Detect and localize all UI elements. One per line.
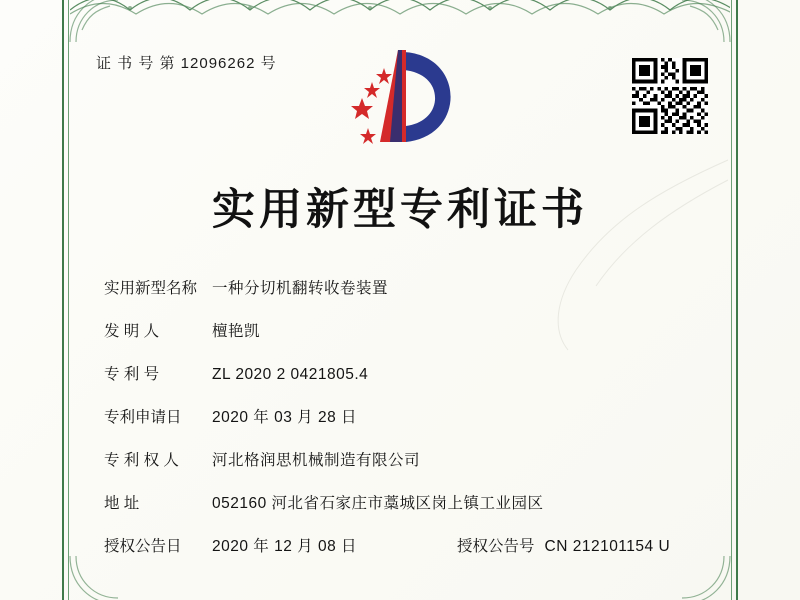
certificate-number: 证 书 号 第 12096262 号 xyxy=(96,55,277,72)
corner-ornament-bottom-left xyxy=(66,552,122,600)
field-value-address: 052160 河北省石家庄市藁城区岗上镇工业园区 xyxy=(212,495,544,512)
corner-ornament-top-left xyxy=(66,0,122,46)
field-label-patent-number: 专 利 号 xyxy=(104,366,160,383)
field-label-patentee: 专 利 权 人 xyxy=(104,452,179,469)
field-label-inventor: 发 明 人 xyxy=(104,323,160,340)
corner-ornament-top-right xyxy=(678,0,734,46)
patent-office-logo xyxy=(342,46,462,156)
corner-ornament-bottom-right xyxy=(678,552,734,600)
field-value-inventor: 檀艳凯 xyxy=(212,323,261,340)
field-value-grant-date: 2020 年 12 月 08 日 xyxy=(212,538,357,555)
field-address xyxy=(104,491,704,513)
certificate-fields xyxy=(104,276,704,556)
field-patent-number xyxy=(104,362,704,384)
field-value-patentee: 河北格润思机械制造有限公司 xyxy=(212,452,421,469)
field-grant-row xyxy=(104,534,704,556)
field-value-grant-number: CN 212101154 U xyxy=(544,538,671,555)
field-application-date xyxy=(104,405,704,427)
top-ornament-band xyxy=(70,0,730,16)
field-label-application-date: 专利申请日 xyxy=(104,409,182,426)
field-value-application-date: 2020 年 03 月 28 日 xyxy=(212,409,357,426)
field-utility-model-name xyxy=(104,276,704,298)
field-label-address: 地 址 xyxy=(104,495,140,512)
qr-code xyxy=(632,58,708,134)
field-value-utility-model-name: 一种分切机翻转收卷装置 xyxy=(212,280,389,297)
field-label-grant-date: 授权公告日 xyxy=(104,538,182,555)
field-label-utility-model-name: 实用新型名称 xyxy=(104,280,198,297)
field-patentee xyxy=(104,448,704,470)
field-label-grant-number: 授权公告号 xyxy=(457,538,535,555)
field-value-patent-number: ZL 2020 2 0421805.4 xyxy=(212,366,369,383)
field-inventor xyxy=(104,319,704,341)
page-title: 实用新型专利证书 xyxy=(212,185,588,235)
